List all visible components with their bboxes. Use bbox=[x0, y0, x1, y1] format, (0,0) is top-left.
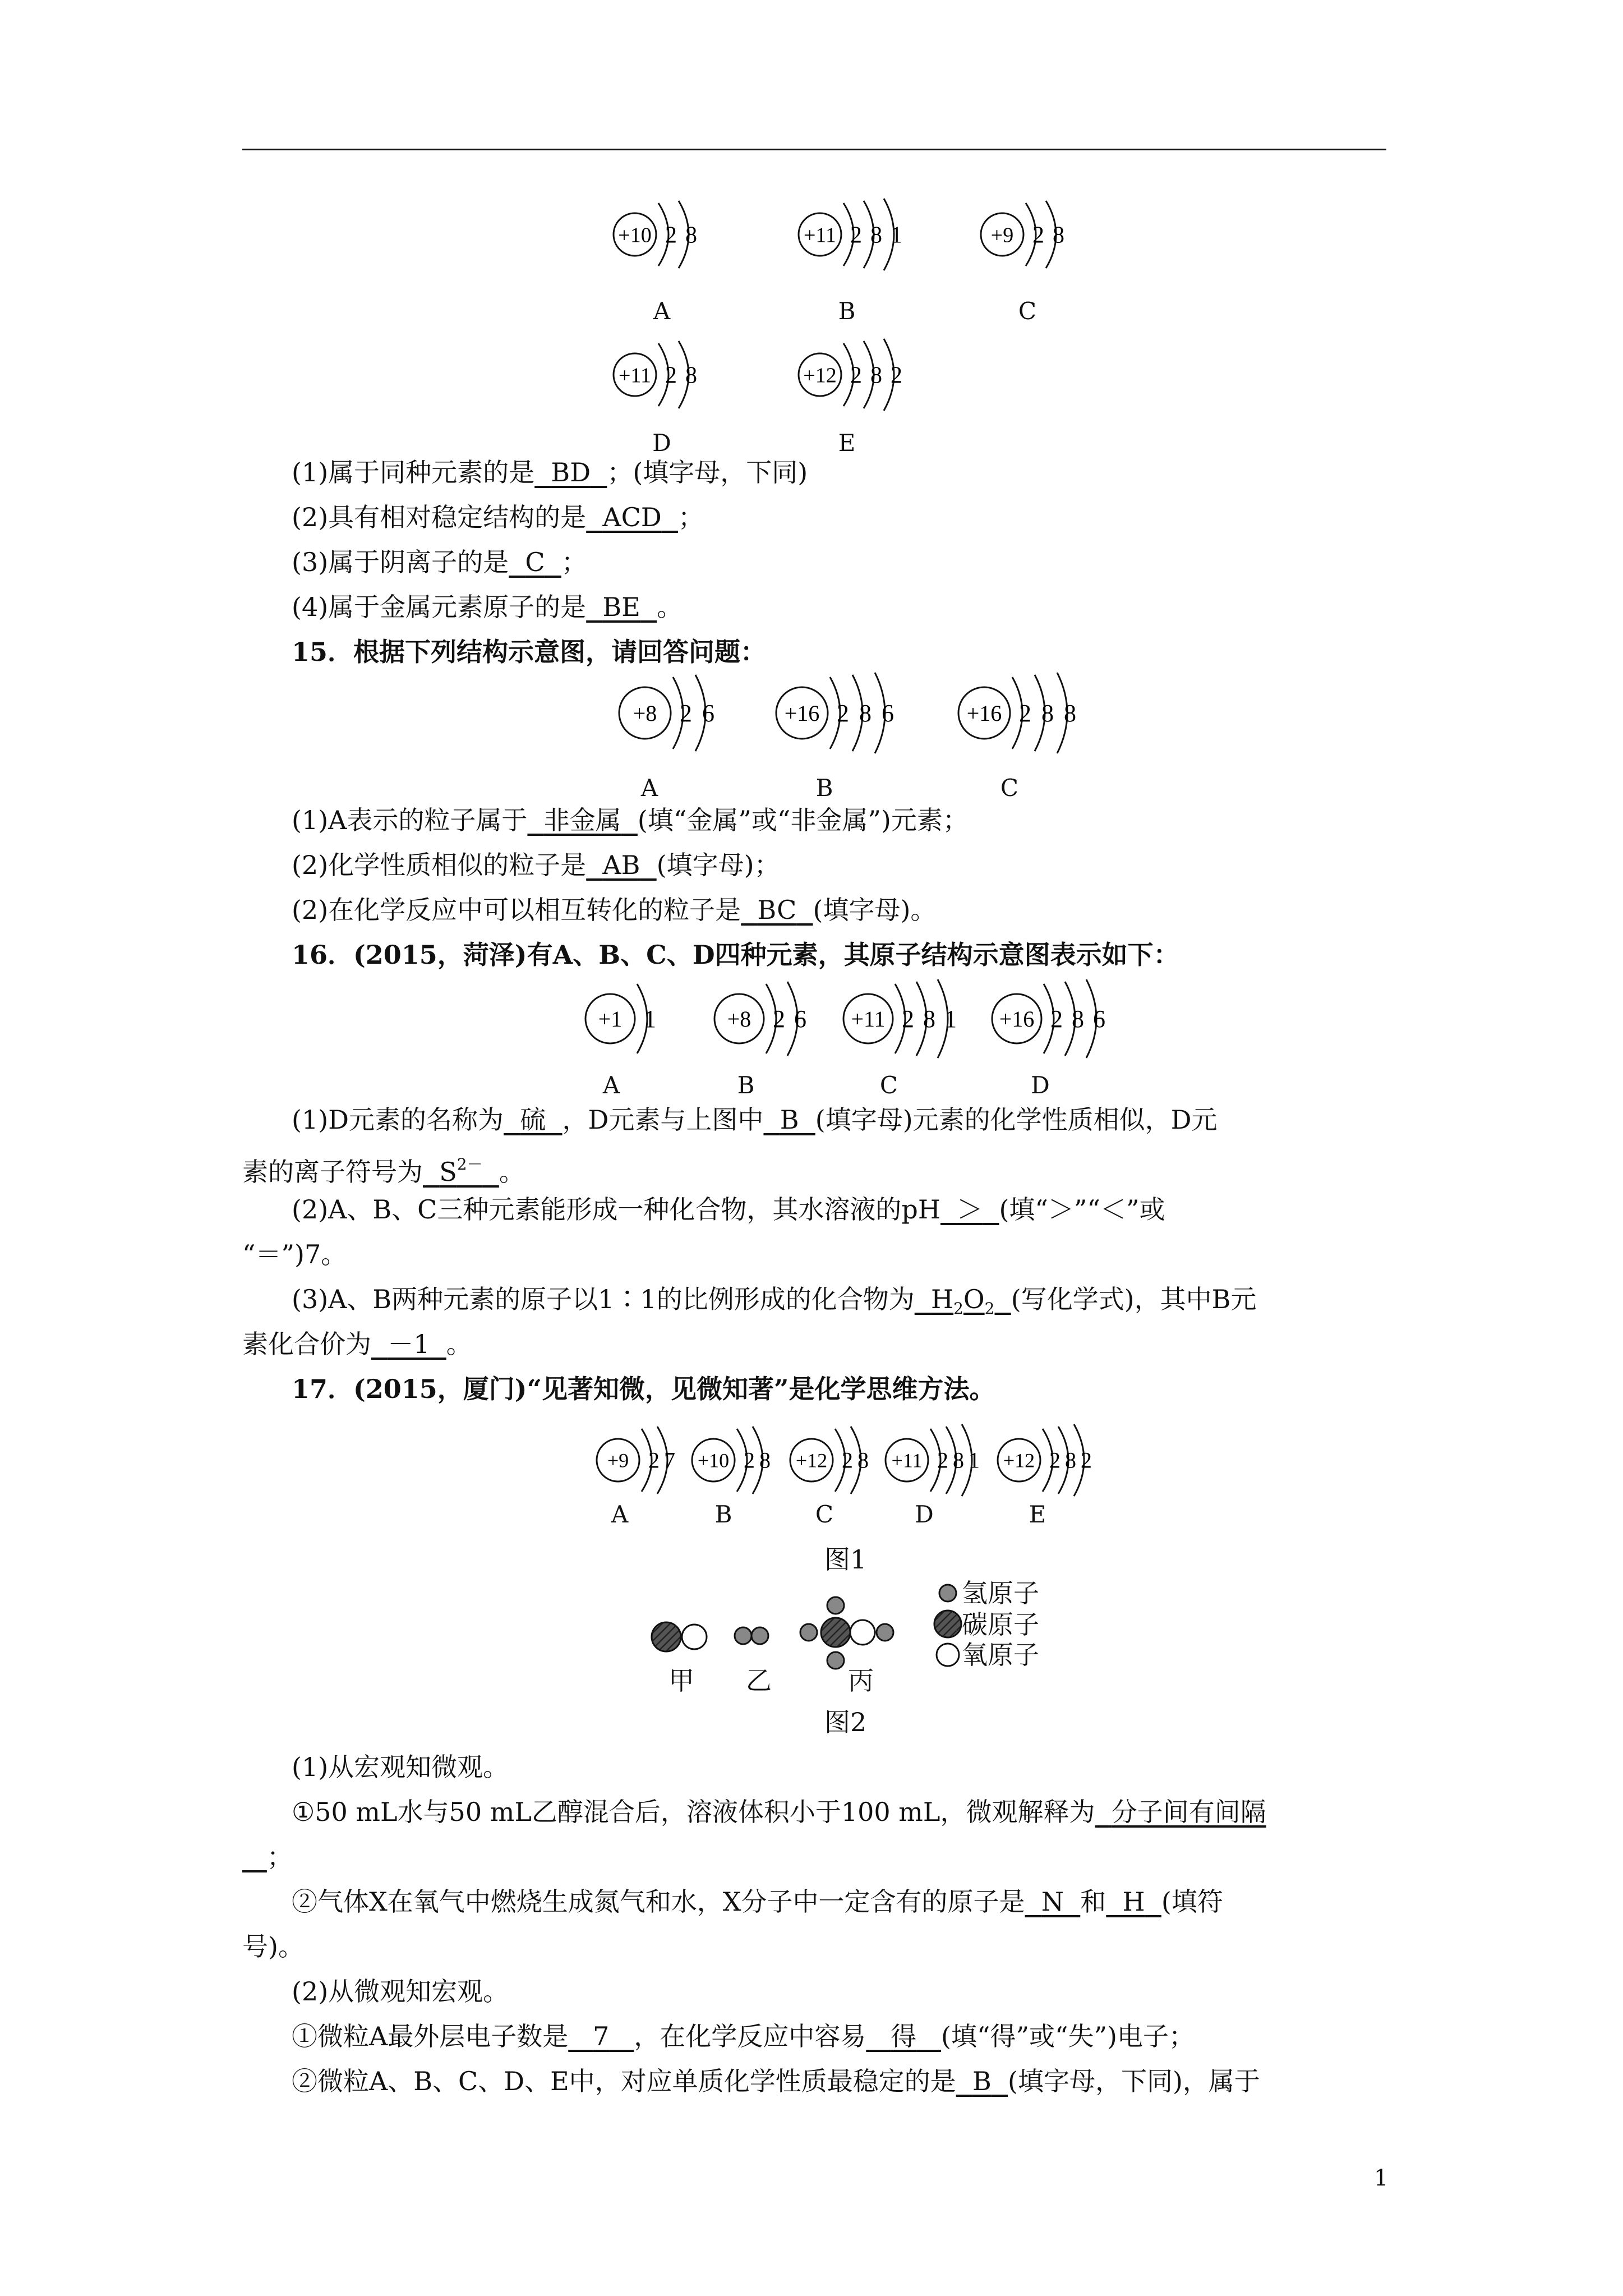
legend-oxygen: 氧原子 bbox=[962, 1640, 1039, 1670]
nucleus-charge: +11 bbox=[803, 223, 837, 247]
electron-count: 6 bbox=[794, 1005, 806, 1033]
nucleus-charge: +11 bbox=[891, 1449, 923, 1472]
q17-answer-1: 分子间有间隔 bbox=[1111, 1797, 1266, 1827]
header-rule bbox=[242, 149, 1386, 150]
atom-diagram-set16-d bbox=[990, 977, 1142, 1060]
q17-1a: ①50 mL水与50 mL乙醇混合后，溶液体积小于100 mL，微观解释为 分子间有间隔 bbox=[292, 1797, 1266, 1827]
electron-count: 8 bbox=[1065, 1447, 1076, 1473]
q16-answer-5: $H_2O_2$ bbox=[930, 1284, 995, 1318]
electron-count: 8 bbox=[953, 1447, 964, 1473]
q14-l1-post: ；(填字母，下同) bbox=[607, 457, 808, 487]
atom-diagram-set1-d bbox=[611, 337, 734, 413]
q15-title: 15．根据下列结构示意图，请回答问题： bbox=[292, 637, 767, 667]
nucleus-charge: +16 bbox=[966, 701, 1002, 726]
nucleus-charge: +1 bbox=[598, 1006, 623, 1032]
nucleus-charge: +11 bbox=[618, 364, 652, 388]
atom-diagram-set17-b bbox=[690, 1422, 803, 1498]
diagram-label-set15-a: A bbox=[640, 774, 658, 802]
electron-count: 8 bbox=[685, 362, 697, 389]
electron-count: 1 bbox=[891, 222, 902, 249]
q17-1a-cont: ； bbox=[266, 1842, 293, 1872]
q17-part2: (2)从微观知宏观。 bbox=[292, 1976, 509, 2007]
electron-count: 2 bbox=[1049, 1447, 1061, 1473]
electron-count: 2 bbox=[680, 700, 692, 728]
electron-count: 8 bbox=[1064, 700, 1076, 728]
nucleus-charge: +16 bbox=[784, 701, 820, 726]
q17-answer-2: N bbox=[1041, 1887, 1064, 1917]
legend-carbon: 碳原子 bbox=[962, 1609, 1039, 1640]
q17-title: 17．(2015，厦门)“见著知微，见微知著”是化学思维方法。 bbox=[292, 1374, 995, 1404]
q14-line3 bbox=[292, 545, 587, 579]
electron-count: 2 bbox=[1019, 700, 1031, 728]
q14-l4-post: 。 bbox=[657, 592, 683, 622]
q17-1b: ②气体X在氧气中燃烧生成氮气和水，X分子中一定含有的原子是 N 和 H (填符 bbox=[292, 1887, 1223, 1917]
diagram-label-set16-a: A bbox=[602, 1071, 620, 1099]
q16-answer-3: $S^{2-}$ bbox=[439, 1155, 483, 1187]
q17-part1: (1)从宏观知微观。 bbox=[292, 1752, 509, 1782]
electron-count: 1 bbox=[644, 1005, 656, 1033]
electron-count: 2 bbox=[665, 362, 677, 389]
q15-line3: (2)在化学反应中可以相互转化的粒子是 BC (填字母)。 bbox=[292, 895, 937, 925]
electron-count: 8 bbox=[923, 1005, 935, 1033]
q14-l1-text: (1)属于同种元素的是 bbox=[292, 457, 535, 487]
electron-count: 2 bbox=[842, 1447, 853, 1473]
atom-diagram-set17-d bbox=[883, 1422, 1012, 1498]
q16-line1: (1)D元素的名称为 硫 ，D元素与上图中 B (填字母)元素的化学性质相似，D元 bbox=[292, 1105, 1218, 1135]
diagram-label-set17-a: A bbox=[611, 1501, 629, 1528]
q14-line1 bbox=[292, 455, 808, 489]
diagram-label-set1-b: B bbox=[838, 297, 856, 325]
nucleus-charge: +10 bbox=[697, 1449, 730, 1472]
q14-answer-2: ACD bbox=[602, 502, 662, 532]
atom-diagram-set16-c bbox=[841, 977, 994, 1060]
diagram-label-set17-d: D bbox=[915, 1501, 934, 1528]
electron-count: 2 bbox=[1032, 222, 1044, 249]
q16-answer-2: B bbox=[780, 1105, 799, 1135]
q16-line2: 素的离子符号为 $S^{2-}$ 。 bbox=[242, 1155, 525, 1187]
diagram-label-set1-e: E bbox=[838, 429, 856, 457]
diagram-label-set17-e: E bbox=[1029, 1501, 1046, 1528]
atom-diagram-set16-b bbox=[712, 977, 843, 1060]
electron-count: 8 bbox=[857, 1447, 869, 1473]
electron-count: 6 bbox=[1093, 1005, 1105, 1033]
electron-count: 7 bbox=[664, 1447, 675, 1473]
diagram-label-set1-d: D bbox=[652, 429, 671, 457]
nucleus-charge: +9 bbox=[990, 223, 1014, 247]
legend-oxygen-symbol bbox=[937, 1644, 959, 1666]
diagram-label-set15-b: B bbox=[815, 774, 833, 802]
q14-l2-post: ； bbox=[677, 502, 704, 532]
nucleus-charge: +16 bbox=[999, 1006, 1035, 1032]
figure1-caption: 图1 bbox=[824, 1544, 867, 1575]
label-jia: 甲 bbox=[668, 1665, 694, 1696]
diagram-label-set16-b: B bbox=[737, 1071, 755, 1099]
electron-count: 1 bbox=[969, 1447, 980, 1473]
electron-count: 2 bbox=[1081, 1447, 1092, 1473]
molecule-bing bbox=[800, 1597, 893, 1669]
diagram-label-set15-c: C bbox=[1000, 774, 1019, 802]
atom-diagram-set17-e bbox=[995, 1422, 1124, 1498]
q15-line2: (2)化学性质相似的粒子是 AB (填字母)； bbox=[292, 850, 780, 880]
atom-diagram-set1-e bbox=[796, 337, 939, 413]
q14-answer-1: BD bbox=[551, 457, 591, 487]
q16-line3: (2)A、B、C三种元素能形成一种化合物，其水溶液的pH ＞ (填“＞”“＜”或 bbox=[292, 1194, 1165, 1225]
q14-l3-post: ； bbox=[561, 547, 587, 577]
electron-count: 8 bbox=[1072, 1005, 1084, 1033]
electron-count: 8 bbox=[685, 222, 697, 249]
q17-answer-4: 7 bbox=[593, 2021, 610, 2051]
nucleus-charge: +12 bbox=[803, 364, 837, 388]
q16-line6: 素化合价为 －1 。 bbox=[242, 1329, 472, 1359]
electron-count: 2 bbox=[665, 222, 677, 249]
q16-line4: “＝”)7。 bbox=[242, 1239, 347, 1269]
q16-title: 16．(2015，菏泽)有A、B、C、D四种元素，其原子结构示意图表示如下： bbox=[292, 940, 1179, 970]
figure2-caption: 图2 bbox=[824, 1707, 867, 1737]
legend-carbon-symbol bbox=[934, 1611, 961, 1637]
electron-count: 2 bbox=[902, 1005, 914, 1033]
q14-line4 bbox=[292, 590, 683, 624]
electron-count: 8 bbox=[870, 362, 882, 389]
diagram-label-set17-b: B bbox=[714, 1501, 732, 1528]
nucleus-charge: +12 bbox=[1003, 1449, 1035, 1472]
nucleus-charge: +12 bbox=[795, 1449, 828, 1472]
label-yi: 乙 bbox=[746, 1665, 772, 1696]
q15-line1: (1)A表示的粒子属于 非金属 (填“金属”或“非金属”)元素； bbox=[292, 805, 969, 835]
atom-diagram-set15-a bbox=[617, 670, 753, 756]
electron-count: 1 bbox=[944, 1005, 957, 1033]
q14-l2-text: (2)具有相对稳定结构的是 bbox=[292, 502, 587, 532]
nucleus-charge: +8 bbox=[727, 1006, 751, 1032]
q17-2a: ①微粒A最外层电子数是 7 ，在化学反应中容易 得 (填“得”或“失”)电子； bbox=[292, 2021, 1195, 2051]
molecule-jia bbox=[652, 1622, 707, 1651]
diagram-label-set1-a: A bbox=[653, 297, 671, 325]
q16-answer-1: 硫 bbox=[520, 1105, 546, 1135]
electron-count: 2 bbox=[648, 1447, 660, 1473]
q16-answer-6: －1 bbox=[388, 1329, 430, 1359]
electron-count: 2 bbox=[891, 362, 902, 389]
electron-count: 8 bbox=[1041, 700, 1054, 728]
q17-1b-cont: 号)。 bbox=[242, 1931, 304, 1962]
electron-count: 2 bbox=[850, 362, 862, 389]
q14-answer-4: BE bbox=[602, 592, 640, 622]
legend-hydrogen: 氢原子 bbox=[962, 1578, 1039, 1608]
nucleus-charge: +10 bbox=[618, 223, 652, 247]
page-number: 1 bbox=[1374, 2165, 1389, 2191]
q16-answer-4: ＞ bbox=[957, 1194, 983, 1225]
electron-count: 8 bbox=[859, 700, 872, 728]
q15-answer-1: 非金属 bbox=[543, 805, 621, 835]
atom-diagram-set1-b bbox=[796, 196, 939, 273]
q17-answer-5: 得 bbox=[891, 2021, 917, 2051]
nucleus-charge: +11 bbox=[851, 1006, 886, 1032]
atom-diagram-set1-c bbox=[979, 196, 1101, 273]
electron-count: 2 bbox=[1050, 1005, 1063, 1033]
diagram-label-set17-c: C bbox=[815, 1501, 834, 1528]
q17-answer-6: B bbox=[972, 2066, 992, 2096]
diagram-label-set1-c: C bbox=[1018, 297, 1037, 325]
electron-count: 6 bbox=[702, 700, 714, 728]
q14-line2 bbox=[292, 500, 704, 534]
q14-l4-text: (4)属于金属元素原子的是 bbox=[292, 592, 587, 622]
electron-count: 2 bbox=[850, 222, 862, 249]
diagram-label-set16-c: C bbox=[879, 1071, 898, 1099]
diagram-label-set16-d: D bbox=[1031, 1071, 1050, 1099]
atom-diagram-set16-a bbox=[583, 977, 693, 1060]
atom-diagram-set15-b bbox=[774, 670, 932, 756]
electron-count: 2 bbox=[744, 1447, 755, 1473]
q15-answer-2: AB bbox=[602, 850, 640, 880]
q17-answer-3: H bbox=[1122, 1887, 1145, 1917]
q17-2b: ②微粒A、B、C、D、E中，对应单质化学性质最稳定的是 B (填字母，下同)，属于 bbox=[292, 2066, 1260, 2096]
atom-diagram-set15-c bbox=[956, 670, 1114, 756]
electron-count: 8 bbox=[870, 222, 882, 249]
electron-count: 2 bbox=[837, 700, 849, 728]
q14-l3-text: (3)属于阴离子的是 bbox=[292, 547, 509, 577]
label-bing: 丙 bbox=[848, 1665, 874, 1696]
q14-answer-3: C bbox=[525, 547, 545, 577]
legend-hydrogen-symbol bbox=[939, 1585, 956, 1602]
nucleus-charge: +8 bbox=[633, 701, 657, 726]
electron-count: 6 bbox=[882, 700, 894, 728]
electron-count: 2 bbox=[773, 1005, 785, 1033]
q16-line5: (3)A、B两种元素的原子以1∶1的比例形成的化合物为 $H_2O_2$ (写化学式)，其中B元 bbox=[292, 1284, 1257, 1318]
electron-count: 8 bbox=[1053, 222, 1064, 249]
molecule-yi bbox=[735, 1627, 768, 1644]
atom-diagram-set1-a bbox=[611, 196, 734, 273]
electron-count: 8 bbox=[759, 1447, 771, 1473]
nucleus-charge: +9 bbox=[607, 1449, 629, 1472]
q15-answer-3: BC bbox=[757, 895, 797, 925]
electron-count: 2 bbox=[937, 1447, 948, 1473]
